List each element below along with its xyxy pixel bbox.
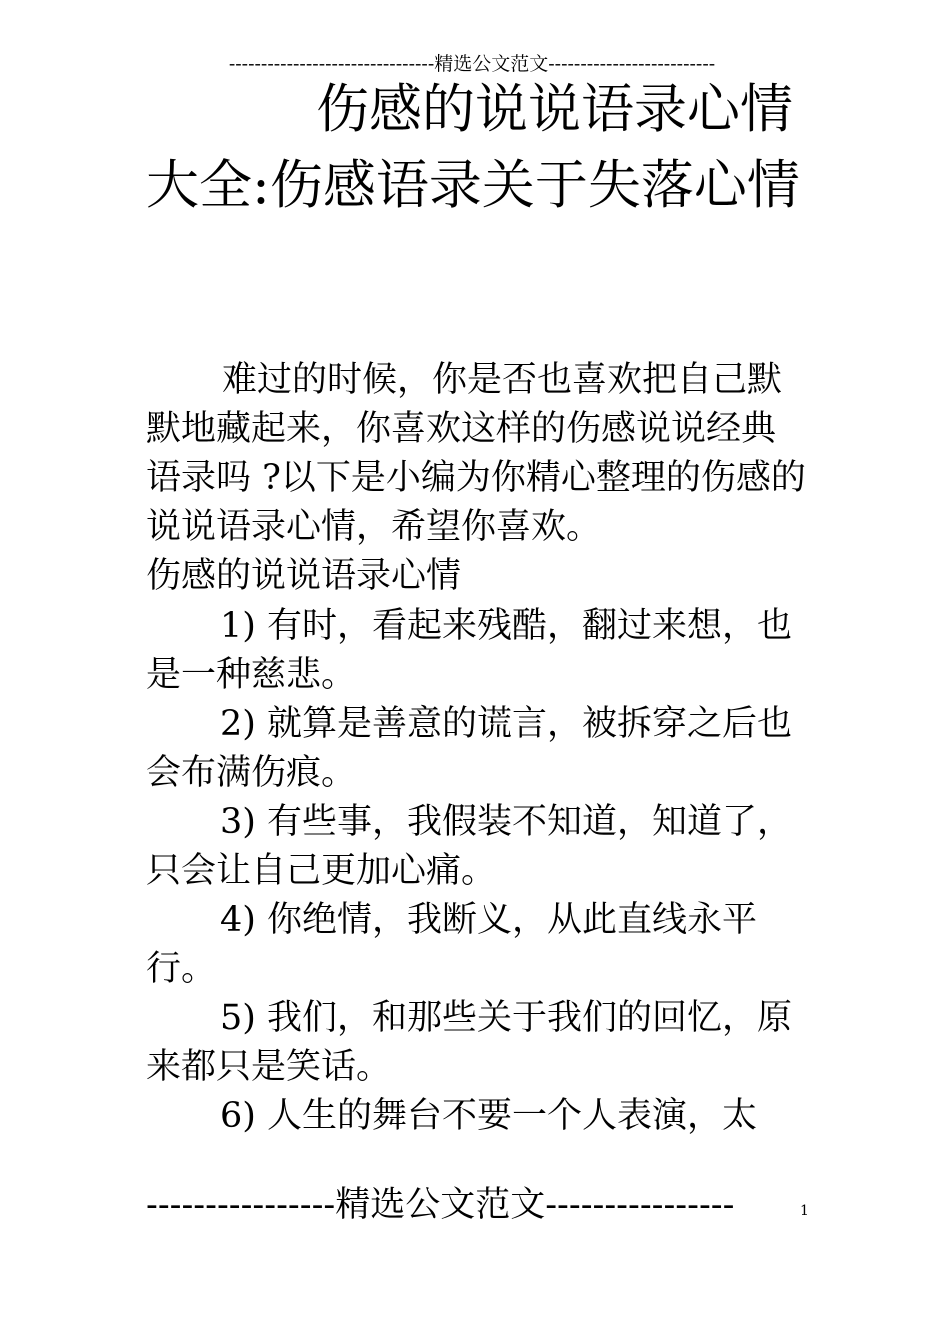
page-number: 1 [800,1203,809,1219]
quote-item: 1) 有时，看起来残酷，翻过来想，也是一种慈悲。 [146,606,793,695]
document-title: 伤感的说说语录心情大全:伤感语录关于失落心情 [146,79,800,216]
page-header: --------------------------------精选公文范文-------------------------- [228,53,716,75]
quote-item: 3) 有些事，我假装不知道，知道了，只会让自己更加心痛。 [146,802,793,891]
intro-paragraph: 难过的时候，你是否也喜欢把自己默默地藏起来，你喜欢这样的伤感说说经典语录吗 ?以下是小编为你精心整理的伤感的说说语录心情，希望你喜欢。 [146,360,806,547]
section-subheading: 伤感的说说语录心情 [146,556,462,596]
document-body [146,356,806,1141]
quote-item: 4) 你绝情，我断义，从此直线永平行。 [146,900,758,989]
quote-item: 6) 人生的舞台不要一个人表演，太 [220,1096,758,1136]
page-footer: ----------------精选公文范文---------------- [146,1185,735,1225]
quote-list [146,602,806,1141]
quote-item: 5) 我们，和那些关于我们的回忆，原来都只是笑话。 [146,998,793,1087]
quote-item: 2) 就算是善意的谎言，被拆穿之后也会布满伤痕。 [146,704,793,793]
